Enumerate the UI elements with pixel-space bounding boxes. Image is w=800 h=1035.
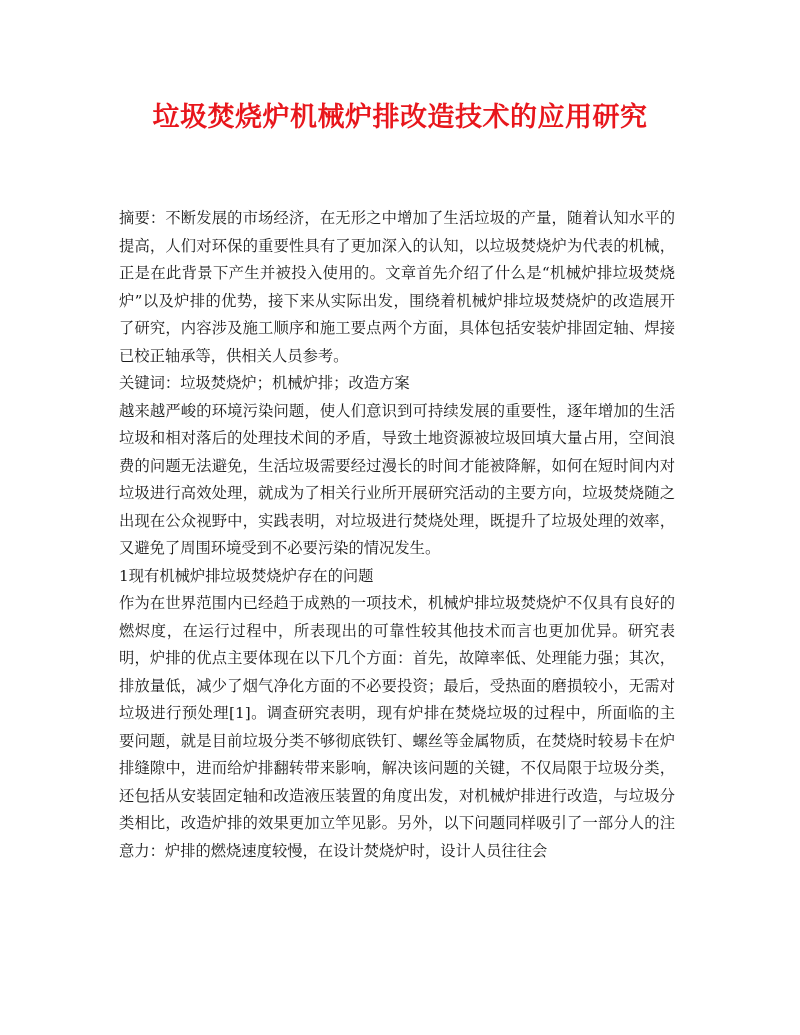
document-title: 垃圾焚烧炉机械炉排改造技术的应用研究 xyxy=(152,102,648,133)
document-body xyxy=(119,205,675,865)
intro-paragraph: 越来越严峻的环境污染问题，使人们意识到可持续发展的重要性，逐年增加的生活垃圾和相对落后的处理技术间的矛盾，导致土地资源被垃圾回填大量占用，空间浪费的问题无法避免，生活垃圾需要经过漫长的时间才能被降解，如何在短时间内对垃圾进行高效处理，就成为了相关行业所开展研究活动的主要方向，垃圾焚烧随之出现在公众视野中，实践表明，对垃圾进行焚烧处理，既提升了垃圾处理的效率，又避免了周围环境受到不必要污染的情况发生。 xyxy=(119,401,675,557)
section-1-paragraph: 作为在世界范围内已经趋于成熟的一项技术，机械炉排垃圾焚烧炉不仅具有良好的燃烬度，在运行过程中，所表现出的可靠性较其他技术而言也更加优异。研究表明，炉排的优点主要体现在以下几个方面：首先，故障率低、处理能力强；其次，排放量低，减少了烟气净化方面的不必要投资；最后，受热面的磨损较小，无需对垃圾进行预处理[1]。调查研究表明，现有炉排在焚烧垃圾的过程中，所面临的主要问题，就是目前垃圾分类不够彻底铁钉、螺丝等金属物质，在焚烧时较易卡在炉排缝隙中，进而给炉排翻转带来影响，解决该问题的关键，不仅局限于垃圾分类，还包括从安装固定轴和改造液压装置的角度出发，对机械炉排进行改造，与垃圾分类相比，改造炉排的效果更加立竿见影。另外，以下问题同样吸引了一部分人的注意力：炉排的燃烧速度较慢，在设计焚烧炉时，设计人员往往会 xyxy=(119,594,675,860)
abstract-paragraph: 摘要：不断发展的市场经济，在无形之中增加了生活垃圾的产量，随着认知水平的提高，人们对环保的重要性具有了更加深入的认知，以垃圾焚烧炉为代表的机械，正是在此背景下产生并被投入使用的。文章首先介绍了什么是“机械炉排垃圾焚烧炉”以及炉排的优势，接下来从实际出发，围绕着机械炉排垃圾焚烧炉的改造展开了研究，内容涉及施工顺序和施工要点两个方面，具体包括安装炉排固定轴、焊接已校正轴承等，供相关人员参考。 xyxy=(119,209,675,365)
keywords-line: 关键词：垃圾焚烧炉；机械炉排；改造方案 xyxy=(119,374,410,392)
section-1-heading: 1现有机械炉排垃圾焚烧炉存在的问题 xyxy=(119,566,374,585)
